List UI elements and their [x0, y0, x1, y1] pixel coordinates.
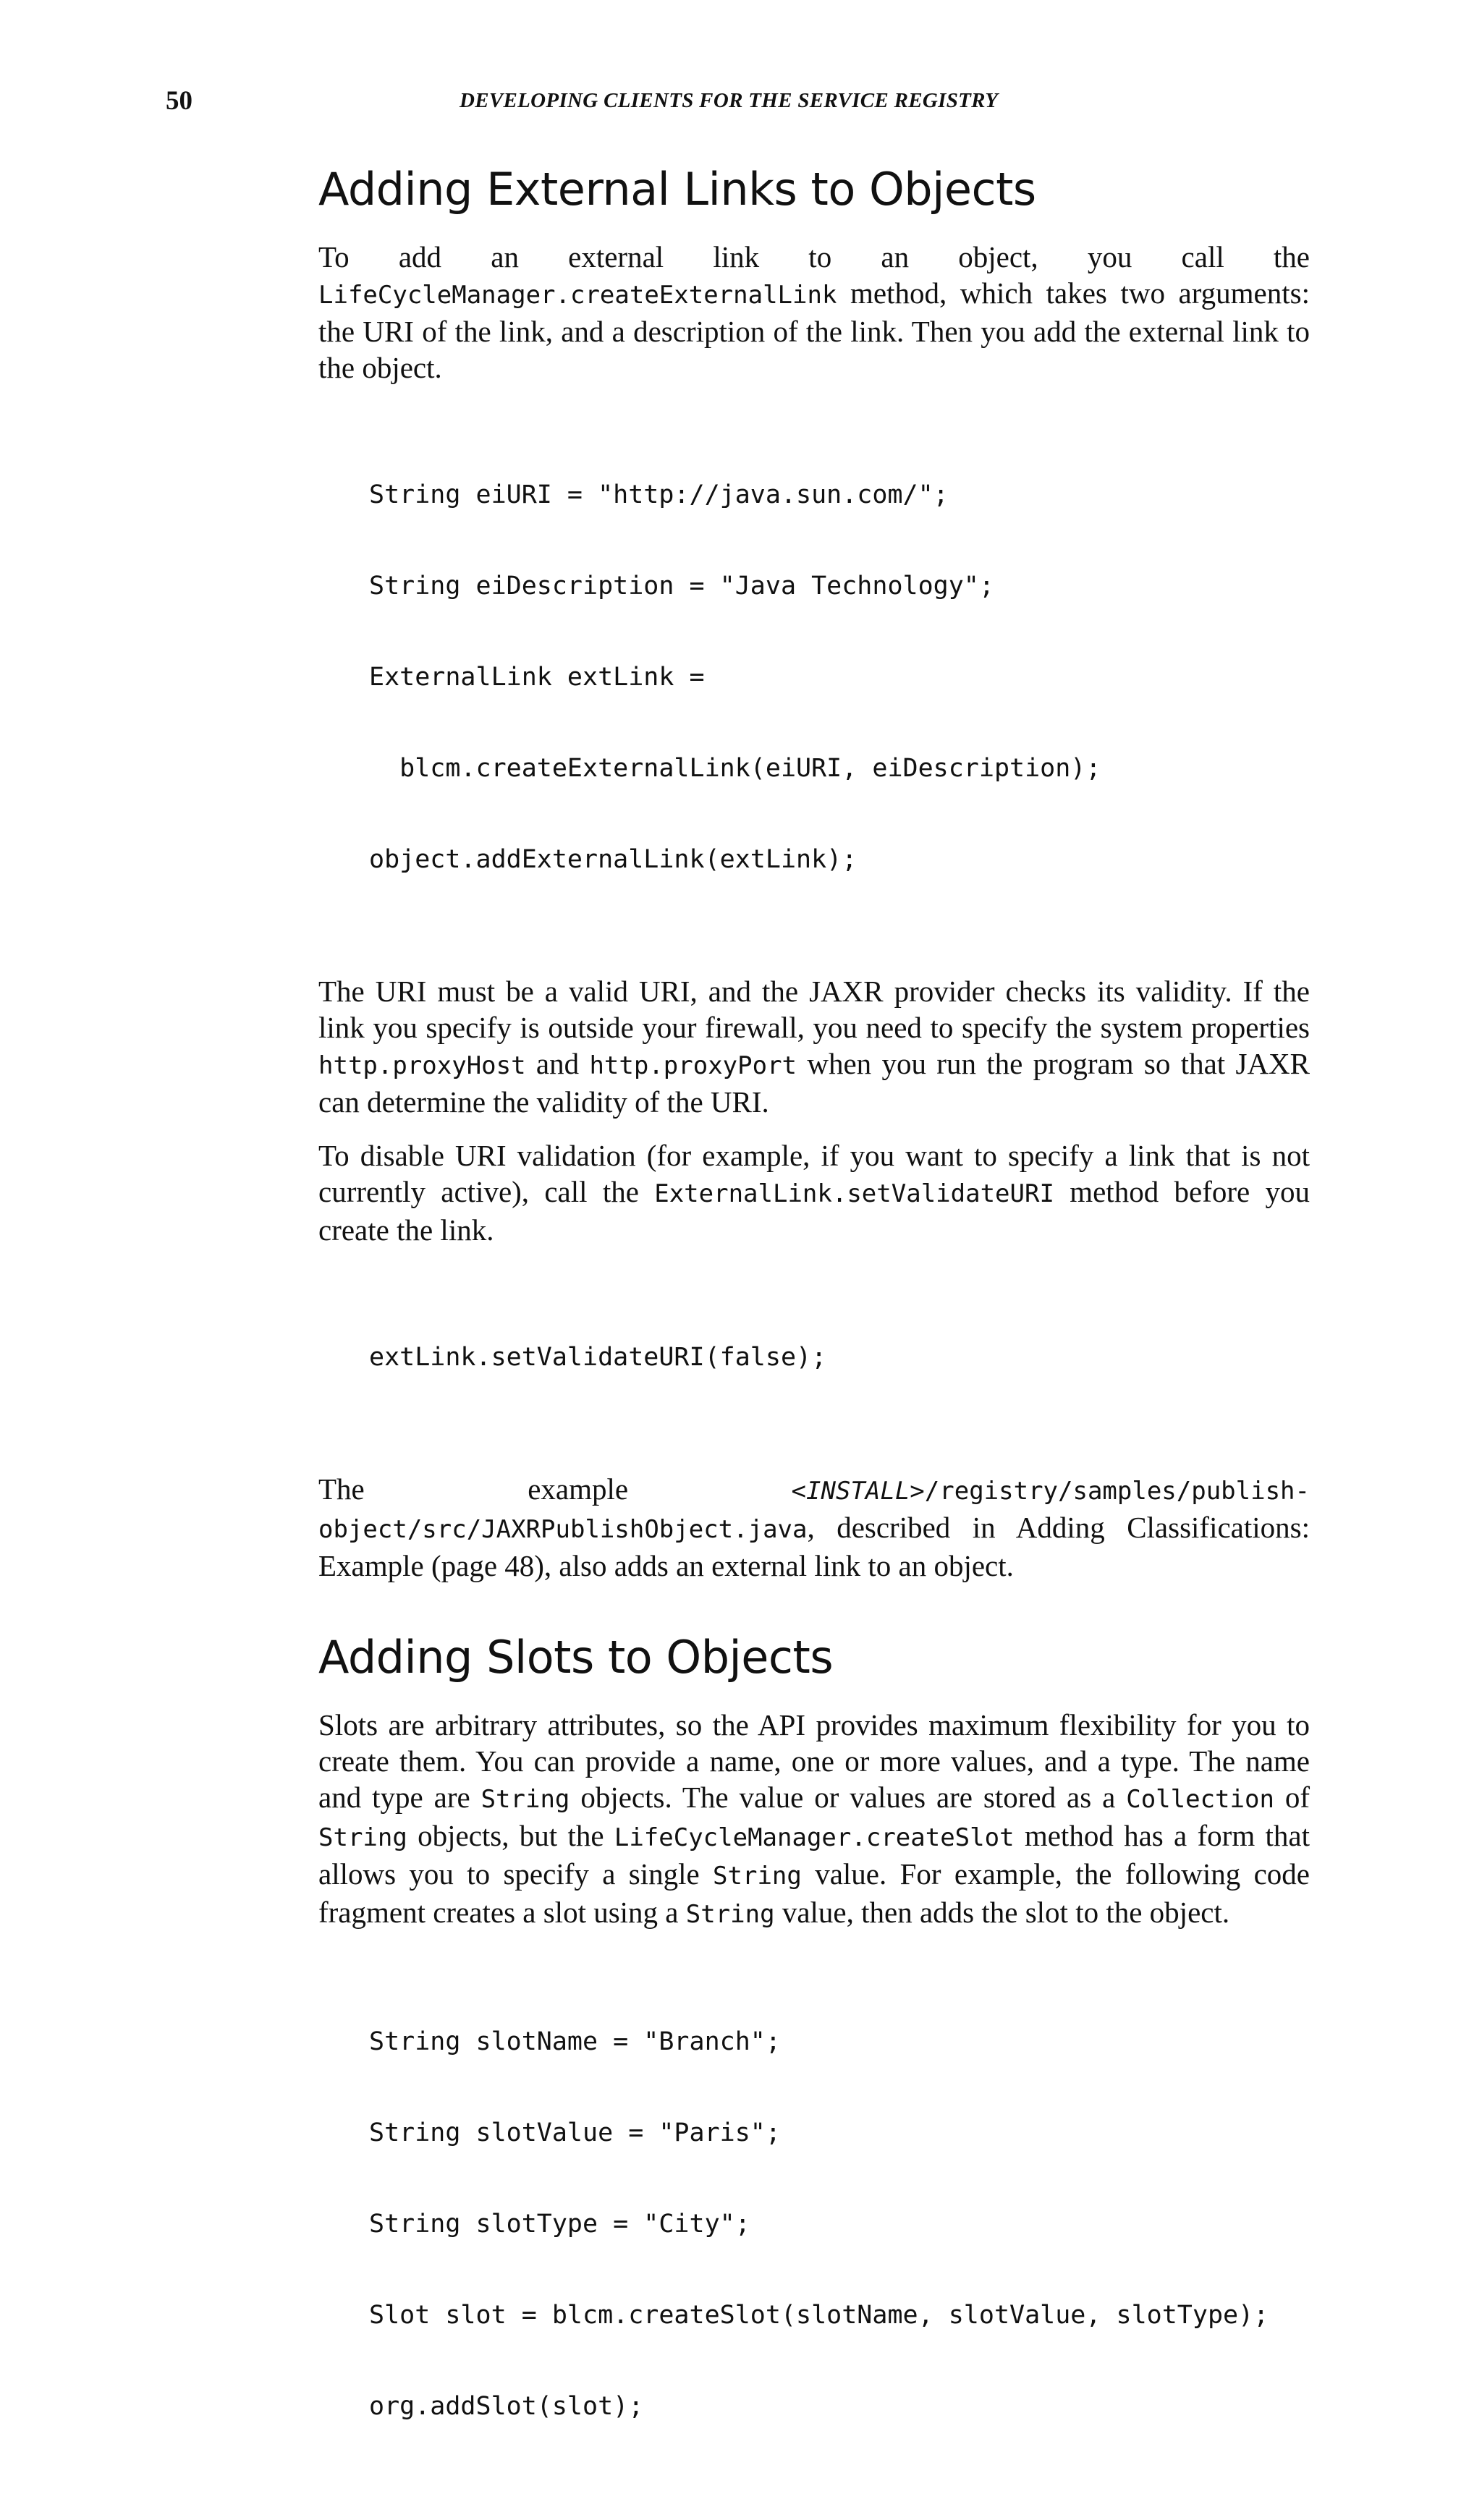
inline-code: ExternalLink.setValidateURI [654, 1179, 1054, 1208]
text-run: of [1274, 1781, 1310, 1814]
text-run: method before you create the link. [318, 1175, 1310, 1247]
code-line: blcm.createExternalLink(eiURI, eiDescription); [369, 754, 1101, 783]
paragraph-disable-validation [318, 1137, 1310, 1248]
code-line: String eiURI = "http://java.sun.com/"; [369, 480, 949, 509]
inline-code-italic: <INSTALL> [791, 1477, 925, 1506]
running-title-text: DEVELOPING CLIENTS FOR THE SERVICE REGISTRY [460, 89, 999, 112]
code-line: extLink.setValidateURI(false); [369, 1343, 827, 1372]
running-title [460, 89, 998, 113]
code-line: String slotValue = "Paris"; [369, 2118, 781, 2147]
text-run: and [525, 1047, 590, 1080]
paragraph-external-link-intro [318, 239, 1310, 386]
text-run: objects. The value or values are stored as a [569, 1781, 1127, 1814]
page-number: 50 [166, 86, 192, 116]
text-run: objects, but the [407, 1819, 614, 1852]
text-run: value. For example, the following code fragment creates a slot using a [318, 1857, 1310, 1929]
text-run: when you run the program so that JAXR can determine the validity of the URI. [318, 1047, 1310, 1119]
code-line: ExternalLink extLink = [369, 663, 705, 692]
code-line: String slotType = "City"; [369, 2210, 750, 2239]
paragraph-slots-intro [318, 1707, 1310, 1933]
code-line: org.addSlot(slot); [369, 2392, 644, 2421]
section-heading-slots: Adding Slots to Objects [318, 1631, 834, 1684]
inline-code: Collection [1126, 1785, 1274, 1814]
text-run: method has a form that allows you to specify a single [318, 1819, 1310, 1891]
inline-code: String [685, 1900, 775, 1929]
page-content [318, 161, 1310, 2520]
inline-code: /registry/samples/publish-object/src/JAXRPublishObject.java [318, 1477, 1310, 1544]
text-run: The URI must be a valid URI, and the JAXR provider checks its validity. If the link you specify is outside your firewall, you need to specify the system properties [318, 975, 1310, 1044]
code-block-external-link [369, 419, 1310, 936]
code-line: String slotName = "Branch"; [369, 2027, 781, 2056]
text-run: To disable URI validation (for example, if you want to specify a link that is not currently active), call the [318, 1139, 1310, 1208]
text-run: , described in Adding Classifications: Example (page 48), also adds an external link to an object. [318, 1511, 1310, 1582]
code-block-set-validate [369, 1281, 1310, 1433]
inline-code: http.proxyPort [589, 1051, 797, 1080]
inline-code: http.proxyHost [318, 1051, 526, 1080]
text-run: method, which takes two arguments: the URI of the link, and a description of the link. Then you add the external link to the object. [318, 276, 1310, 384]
text-run: To add an external link to an object, you call the [318, 240, 1310, 273]
code-line: String eiDescription = "Java Technology"; [369, 572, 994, 601]
section-heading-external-links: Adding External Links to Objects [318, 163, 1036, 216]
code-line: object.addExternalLink(extLink); [369, 845, 858, 874]
code-block-slots [369, 1966, 1310, 2482]
inline-code: String [713, 1862, 802, 1891]
inline-code: String [480, 1785, 570, 1814]
inline-code: LifeCycleManager.createSlot [614, 1823, 1015, 1852]
inline-code: LifeCycleManager.createExternalLink [318, 281, 837, 310]
text-run: The example [318, 1472, 792, 1506]
inline-code: String [318, 1823, 407, 1852]
code-line: Slot slot = blcm.createSlot(slotName, slotValue, slotType); [369, 2301, 1269, 2330]
paragraph-example-reference [318, 1471, 1310, 1584]
text-run: value, then adds the slot to the object. [774, 1896, 1230, 1929]
paragraph-uri-validity [318, 973, 1310, 1120]
text-run: Slots are arbitrary attributes, so the API provides maximum flexibility for you to create them. You can provide a name, one or more values, and a type. The name and type are [318, 1708, 1310, 1814]
